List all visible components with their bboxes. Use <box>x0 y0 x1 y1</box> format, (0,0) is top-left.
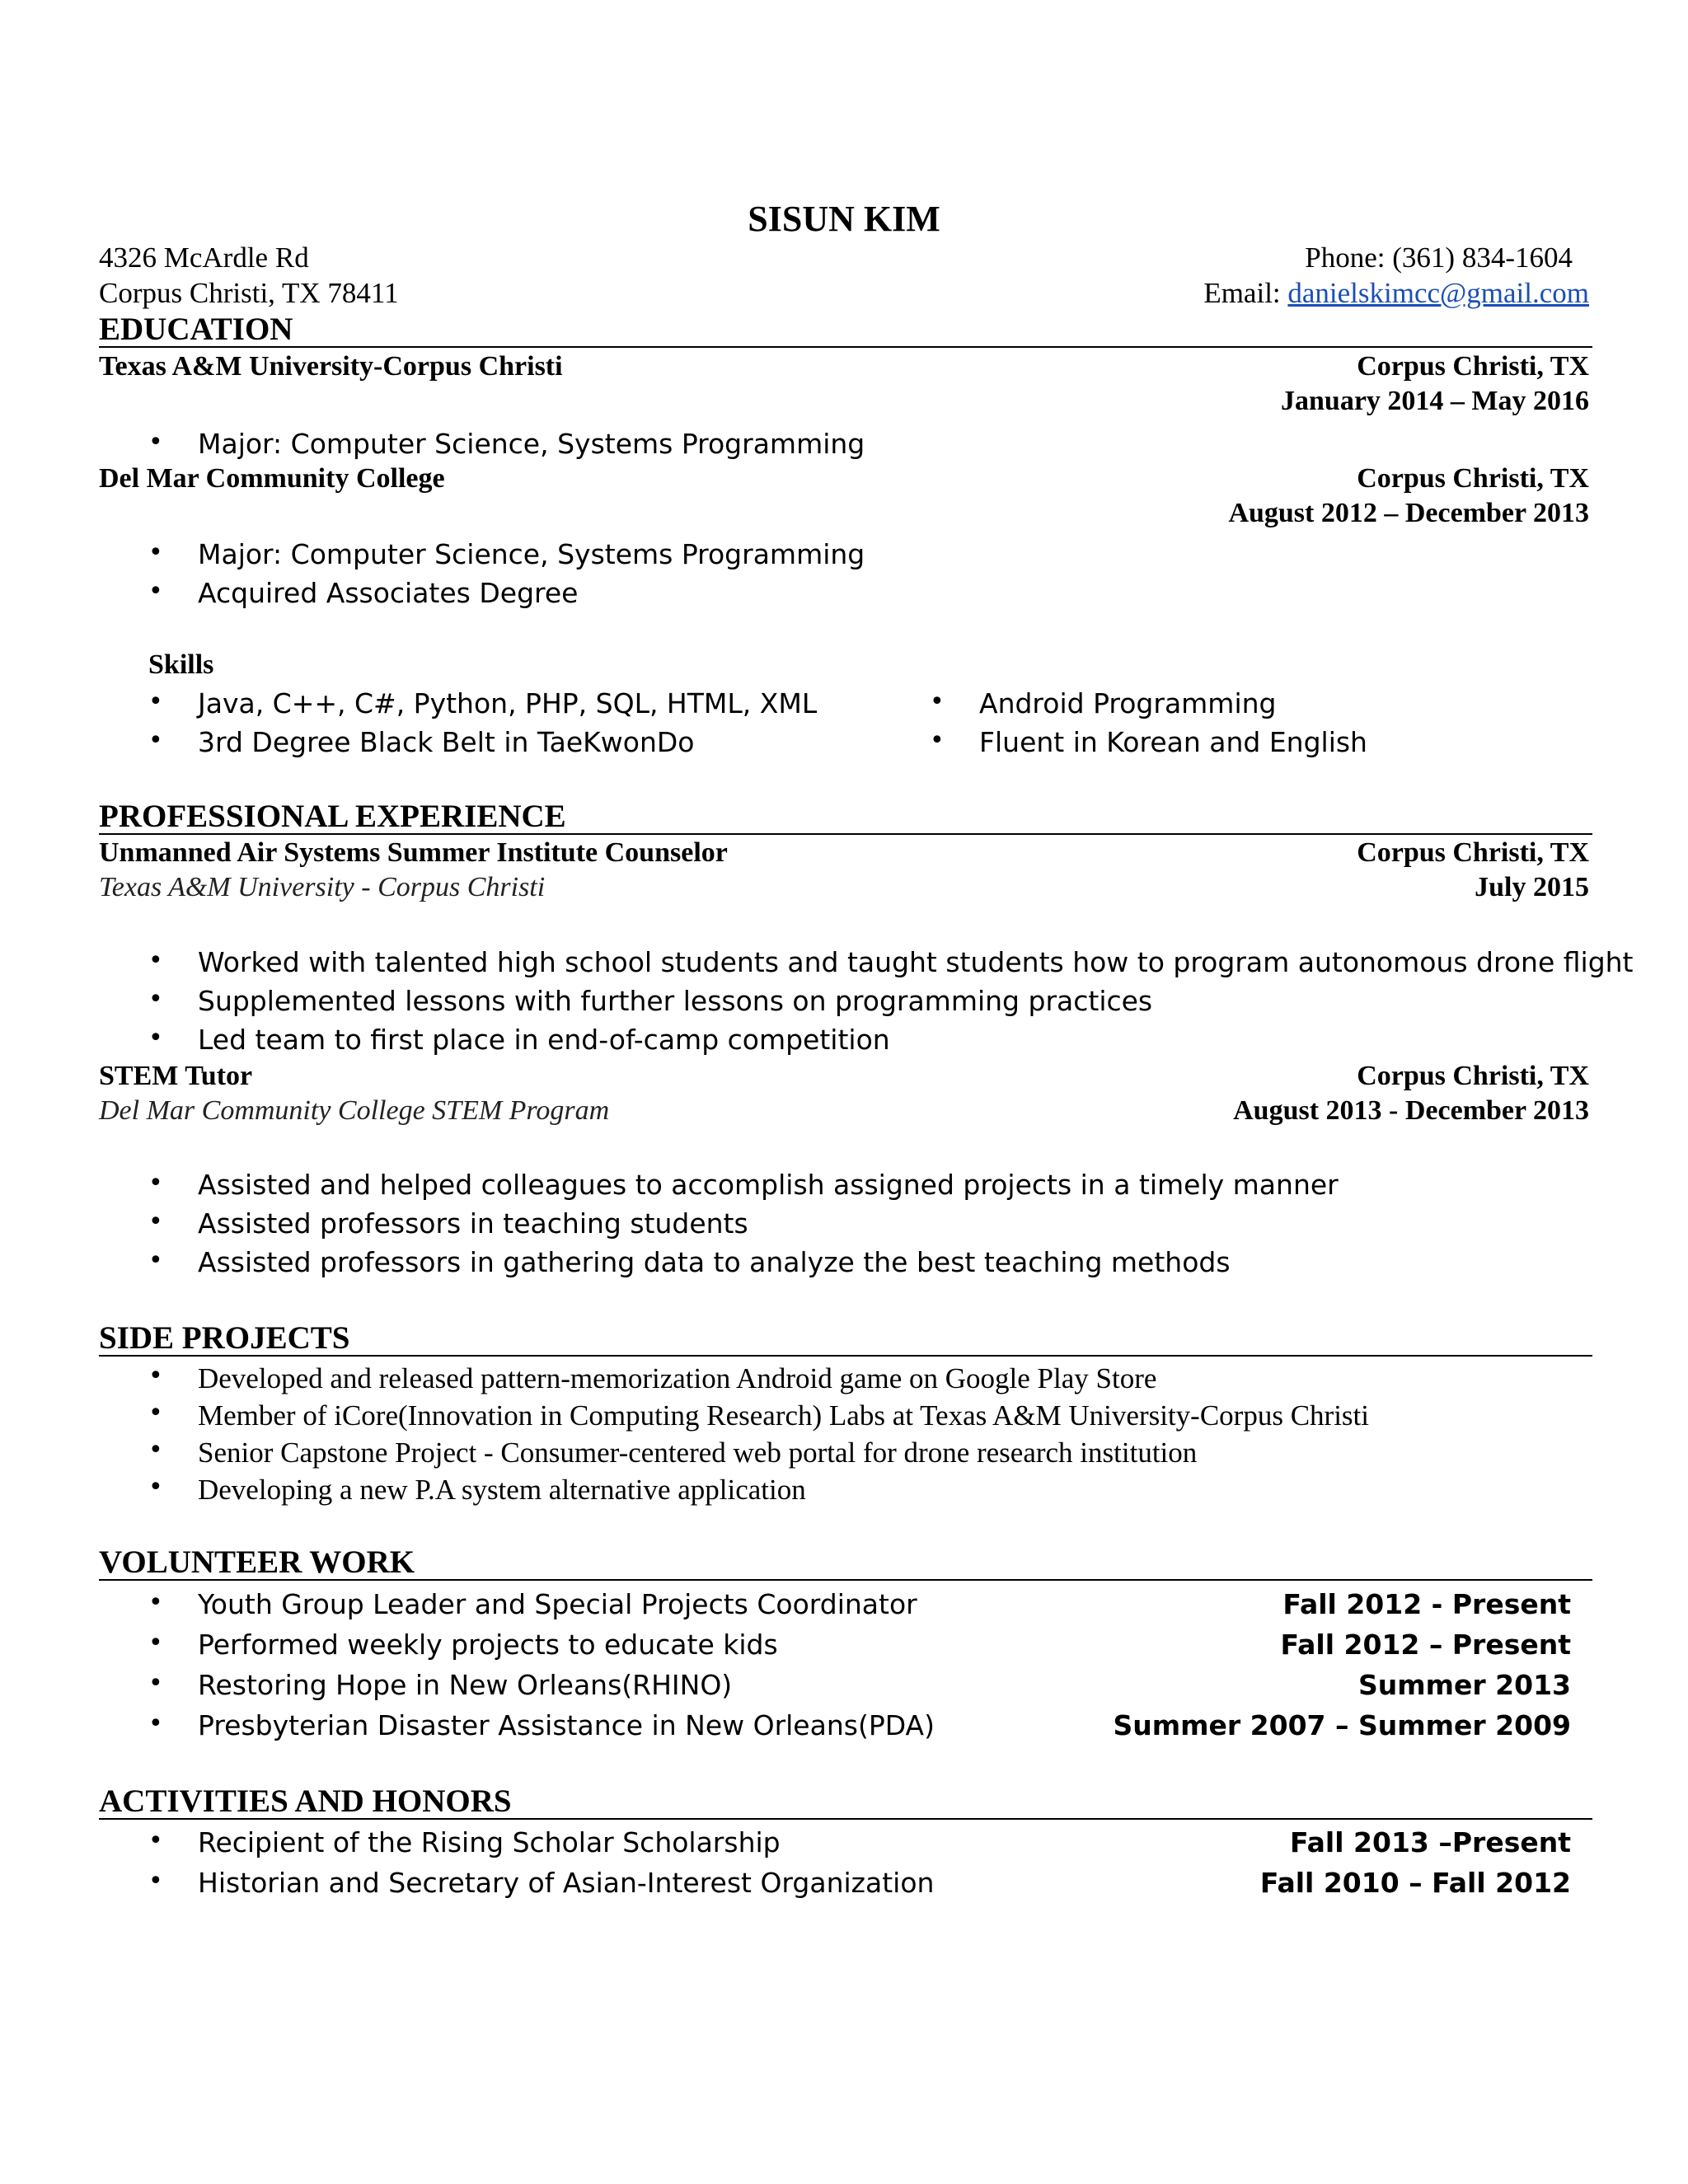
school-bullet-text: Major: Computer Science, Systems Programming <box>198 538 865 570</box>
bullet-icon: • <box>148 1246 163 1275</box>
side-projects-heading: SIDE PROJECTS <box>99 1320 350 1356</box>
volunteer-text: Restoring Hope in New Orleans(RHINO) <box>198 1669 733 1701</box>
bullet-icon: • <box>148 538 163 567</box>
bullet-icon: • <box>930 687 945 716</box>
school-dates: January 2014 – May 2016 <box>1281 386 1589 416</box>
email-label: Email: <box>1203 277 1288 309</box>
email-line <box>1203 279 1589 307</box>
education-heading: EDUCATION <box>99 312 293 347</box>
bullet-icon: • <box>148 1473 163 1502</box>
experience-rule <box>99 833 1592 835</box>
activity-text: Recipient of the Rising Scholar Scholarship <box>198 1826 781 1858</box>
job-org: Del Mar Community College STEM Program <box>99 1095 610 1126</box>
skill-text: Android Programming <box>979 687 1277 719</box>
bullet-icon: • <box>148 1629 163 1657</box>
bullet-icon: • <box>148 577 163 606</box>
bullet-icon: • <box>148 1024 163 1052</box>
bullet-icon: • <box>148 1207 163 1236</box>
bullet-icon: • <box>148 1399 163 1427</box>
volunteer-text: Youth Group Leader and Special Projects Coordinator <box>198 1588 917 1620</box>
job-dates: July 2015 <box>1475 872 1589 902</box>
project-text: Developed and released pattern-memorization Android game on Google Play Store <box>198 1362 1157 1394</box>
bullet-icon: • <box>148 1436 163 1465</box>
bullet-icon: • <box>148 687 163 716</box>
job-bullet-text: Assisted professors in teaching students <box>198 1207 748 1240</box>
job-bullet-text: Assisted professors in gathering data to analyze the best teaching methods <box>198 1246 1231 1278</box>
job-bullet-text: Led team to first place in end-of-camp competition <box>198 1024 890 1056</box>
resume-name: SISUN KIM <box>748 199 940 239</box>
school-location: Corpus Christi, TX <box>1357 351 1589 382</box>
address-line-2: Corpus Christi, TX 78411 <box>99 277 399 309</box>
volunteer-dates: Summer 2013 <box>1357 1669 1571 1701</box>
volunteer-dates: Fall 2012 – Present <box>1280 1629 1571 1661</box>
bullet-icon: • <box>148 1588 163 1617</box>
volunteer-heading: VOLUNTEER WORK <box>99 1544 415 1580</box>
school-name: Texas A&M University-Corpus Christi <box>99 351 563 382</box>
phone-number: Phone: (361) 834-1604 <box>1305 241 1573 274</box>
job-title: STEM Tutor <box>99 1061 253 1091</box>
job-bullet-text: Assisted and helped colleagues to accomplish assigned projects in a timely manner <box>198 1169 1339 1201</box>
volunteer-dates: Fall 2012 - Present <box>1282 1588 1571 1620</box>
job-org: Texas A&M University - Corpus Christi <box>99 872 546 902</box>
skills-heading: Skills <box>148 649 214 680</box>
bullet-icon: • <box>148 428 163 457</box>
project-text: Developing a new P.A system alternative application <box>198 1474 806 1506</box>
school-dates: August 2012 – December 2013 <box>1228 498 1589 528</box>
skill-text: Java, C++, C#, Python, PHP, SQL, HTML, XML <box>198 687 818 719</box>
job-bullet-text: Supplemented lessons with further lessons on programming practices <box>198 985 1153 1017</box>
bullet-icon: • <box>148 1361 163 1390</box>
email-link[interactable]: danielskimcc@gmail.com <box>1287 277 1589 309</box>
bullet-icon: • <box>148 1826 163 1855</box>
school-bullet-text: Acquired Associates Degree <box>198 577 579 609</box>
activity-dates: Fall 2013 –Present <box>1290 1826 1571 1858</box>
skill-text: 3rd Degree Black Belt in TaeKwonDo <box>198 726 695 758</box>
school-bullet-text: Major: Computer Science, Systems Programming <box>198 428 865 460</box>
bullet-icon: • <box>148 1709 163 1738</box>
school-location: Corpus Christi, TX <box>1357 463 1589 494</box>
bullet-icon: • <box>148 1867 163 1896</box>
activities-rule <box>99 1818 1592 1820</box>
bullet-icon: • <box>148 985 163 1014</box>
volunteer-dates: Summer 2007 – Summer 2009 <box>1113 1709 1571 1741</box>
address-line-1: 4326 McArdle Rd <box>99 241 309 274</box>
volunteer-rule <box>99 1579 1592 1581</box>
side-projects-rule <box>99 1355 1592 1357</box>
activity-dates: Fall 2010 – Fall 2012 <box>1259 1867 1571 1899</box>
job-dates: August 2013 - December 2013 <box>1233 1095 1589 1126</box>
job-bullet-text: Worked with talented high school students and taught students how to program autonomous drone flight <box>198 946 1634 978</box>
education-rule <box>99 346 1592 348</box>
bullet-icon: • <box>148 946 163 975</box>
project-text: Member of iCore(Innovation in Computing Research) Labs at Texas A&M University-Corpus Christi <box>198 1399 1369 1432</box>
bullet-icon: • <box>148 1669 163 1698</box>
activity-text: Historian and Secretary of Asian-Interest Organization <box>198 1867 935 1899</box>
job-location: Corpus Christi, TX <box>1357 1061 1589 1091</box>
experience-heading: PROFESSIONAL EXPERIENCE <box>99 799 566 834</box>
activities-heading: ACTIVITIES AND HONORS <box>99 1783 512 1819</box>
bullet-icon: • <box>930 726 945 755</box>
project-text: Senior Capstone Project - Consumer-centered web portal for drone research institution <box>198 1436 1198 1469</box>
volunteer-text: Performed weekly projects to educate kids <box>198 1629 778 1661</box>
job-title: Unmanned Air Systems Summer Institute Counselor <box>99 837 728 868</box>
job-location: Corpus Christi, TX <box>1357 837 1589 868</box>
volunteer-text: Presbyterian Disaster Assistance in New Orleans(PDA) <box>198 1709 935 1741</box>
bullet-icon: • <box>148 1169 163 1197</box>
school-name: Del Mar Community College <box>99 463 445 494</box>
bullet-icon: • <box>148 726 163 755</box>
skill-text: Fluent in Korean and English <box>979 726 1367 758</box>
